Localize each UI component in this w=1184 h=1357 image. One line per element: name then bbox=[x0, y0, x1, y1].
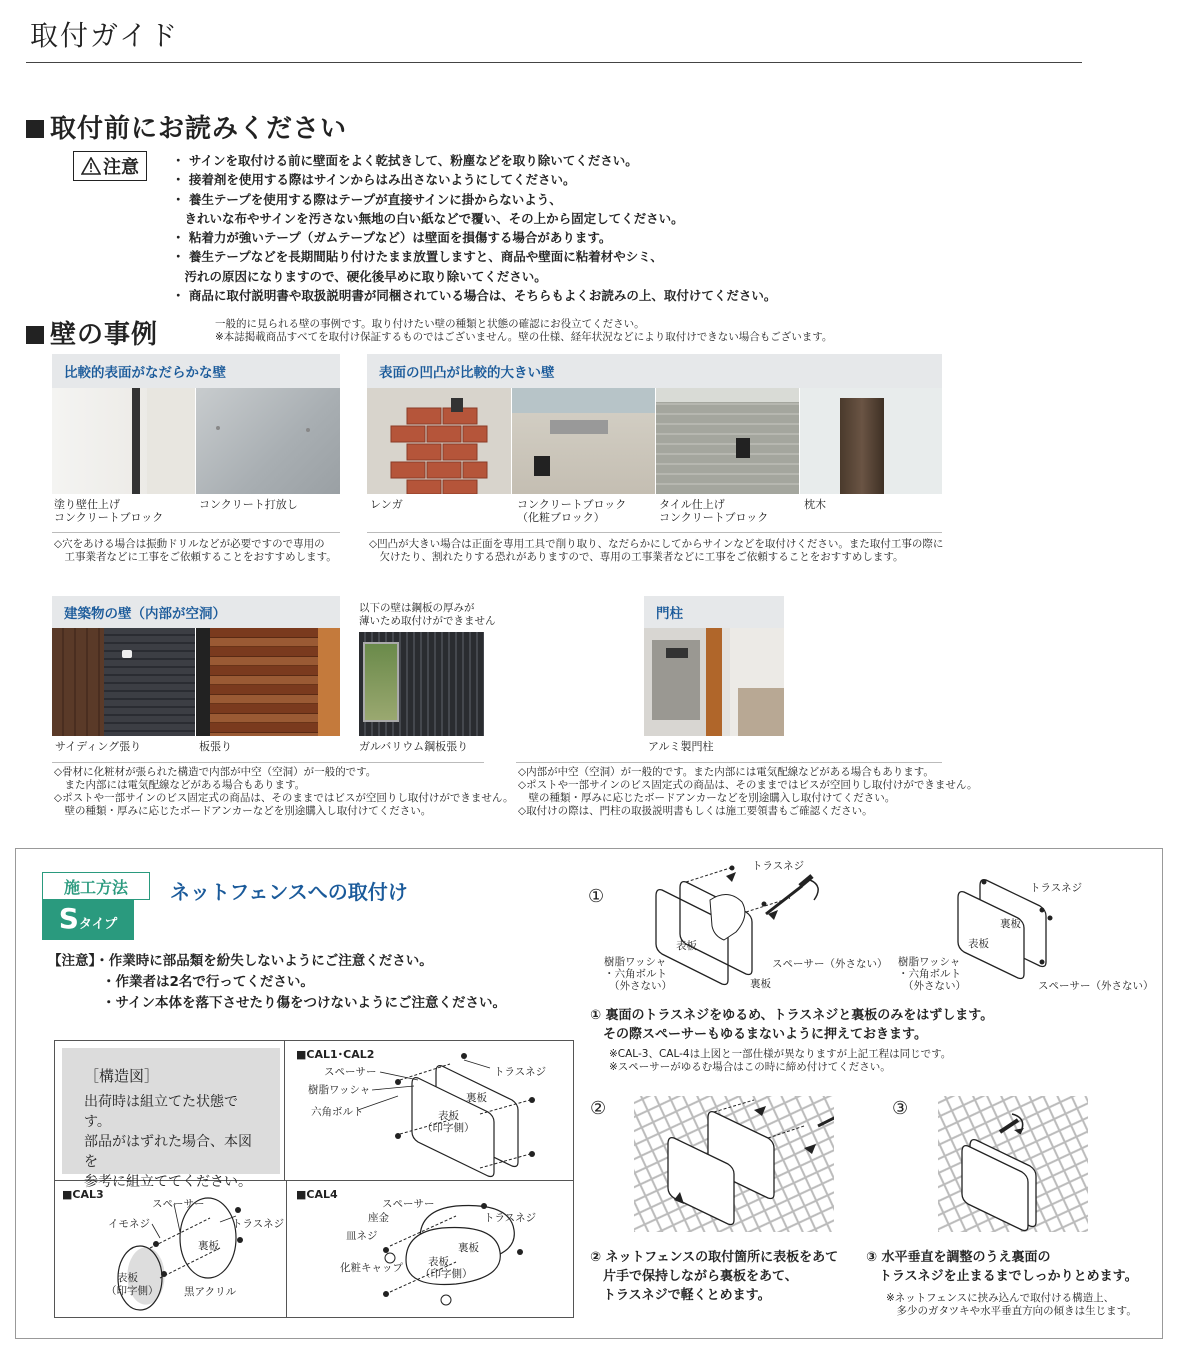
square-bullet-icon bbox=[26, 120, 44, 138]
part-label: 裏板 bbox=[466, 1092, 487, 1104]
part-label: 樹脂ワッシャ bbox=[604, 956, 667, 968]
method-badge: 施工方法 bbox=[42, 872, 150, 900]
part-label: 裏板 bbox=[1000, 918, 1021, 930]
gate-post-header: 門柱 bbox=[644, 596, 784, 628]
divider bbox=[286, 1181, 287, 1318]
list-item: ・ 養生テープを使用する際はテープが直接サインに掛からないよう、 bbox=[172, 191, 562, 207]
step1-subnote: ※CAL-3、CAL-4は上図と一部仕様が異なりますが上記工程は同じです。 ※スペーサーがゆるむ場合はこの時に締め付けてください。 bbox=[609, 1048, 952, 1073]
divider bbox=[52, 532, 340, 533]
part-label: スペーサー bbox=[324, 1066, 377, 1078]
caption-galvalume: ガルバリウム鋼板張り bbox=[359, 740, 469, 753]
caption-plastered-block: 塗り壁仕上げ コンクリートブロック bbox=[54, 498, 164, 524]
part-label: トラスネジ bbox=[752, 860, 805, 872]
type-badge: S タイプ bbox=[42, 900, 134, 940]
step2-text: ② ネットフェンスの取付箇所に表板をあて 片手で保持しながら裏板をあて、 トラスネジで軽くとめます。 bbox=[590, 1250, 839, 1303]
part-label: トラスネジ bbox=[1030, 882, 1083, 894]
part-label: スペーサー bbox=[382, 1198, 435, 1210]
part-label: 樹脂ワッシャ bbox=[898, 956, 961, 968]
hollow-wall-header: 建築物の壁（内部が空洞） bbox=[52, 596, 340, 628]
gate-post-note: ◇内部が中空（空洞）が一般的です。また内部には電気配線などがある場合もあります。 ◇ポストや一部サインのビス固定式の商品は、そのままではビスが空回りし取付けができません。 壁の種類・厚みに応じたボードアンカーなどを別途購入し取付けてください。 ◇取付けの際は、門柱の取扱説明書もしくは施工要領書もご確認ください。 bbox=[518, 766, 978, 817]
page-title: 取付ガイド bbox=[30, 19, 180, 52]
part-label: 皿ネジ bbox=[346, 1230, 378, 1242]
caption-brick: レンガ bbox=[370, 498, 403, 511]
part-label: トラスネジ bbox=[484, 1212, 537, 1224]
method-title: ネットフェンスへの取付け bbox=[170, 880, 408, 904]
walls-intro: 一般的に見られる壁の事例です。取り付けたい壁の種類と状態の確認にお役立てください。 ※本誌掲載商品すべてを取付け保証するものではございません。壁の仕様、経年状況などにより取付けできない場合もございます。 bbox=[215, 318, 833, 343]
step2-diagram bbox=[634, 1096, 834, 1232]
step1-diagram bbox=[650, 862, 850, 992]
photo-siding bbox=[52, 628, 195, 736]
part-label: ・六角ボルト bbox=[604, 968, 667, 980]
section-read-heading: 取付前にお読みください bbox=[26, 108, 347, 145]
part-label: 黒アクリル bbox=[184, 1286, 237, 1298]
list-item: きれいな布やサインを汚さない無地の白い紙などで覆い、その上から固定してください。 bbox=[172, 210, 684, 226]
part-label: 裏板 bbox=[750, 978, 771, 990]
caption-railroad-tie: 枕木 bbox=[804, 498, 826, 511]
method-notes: 【注意】・作業時に部品類を紛失しないようにご注意ください。 ・作業者は2名で行ってください。 ・サイン本体を落下させたり傷をつけないようにご注意ください。 bbox=[48, 953, 507, 1011]
part-label: （印字側） bbox=[420, 1268, 473, 1280]
caption-wood-board: 板張り bbox=[199, 740, 232, 753]
step2-number: ② bbox=[590, 1098, 607, 1119]
caution-notes bbox=[172, 151, 776, 305]
part-label: ・六角ボルト bbox=[898, 968, 961, 980]
step1-text: ① 裏面のトラスネジをゆるめ、トラスネジと裏板のみをはずします。 その際スペーサーもゆるまないように押えておきます。 bbox=[590, 1008, 994, 1042]
step3-diagram bbox=[938, 1096, 1088, 1232]
smooth-wall-note: ◇穴をあける場合は振動ドリルなどが必要ですので専用の 工事業者などに工事をご依頼することをおすすめします。 bbox=[54, 538, 337, 563]
part-label: 表板 bbox=[968, 938, 989, 950]
part-label: 裏板 bbox=[458, 1242, 479, 1254]
part-label: （印字側） bbox=[422, 1122, 475, 1134]
divider bbox=[284, 1040, 285, 1180]
part-label: （印字側） bbox=[106, 1285, 159, 1297]
part-label: トラスネジ bbox=[494, 1066, 547, 1078]
warning-icon bbox=[81, 157, 101, 175]
part-label: スペーサー（外さない） bbox=[1038, 980, 1154, 992]
list-item: 汚れの原因になりますので、硬化後早めに取り除いてください。 bbox=[172, 268, 547, 284]
smooth-wall-header: 比較的表面がなだらかな壁 bbox=[52, 354, 340, 388]
part-label: イモネジ bbox=[108, 1218, 150, 1230]
part-label: 裏板 bbox=[198, 1240, 219, 1252]
part-label: 六角ボルト bbox=[311, 1106, 364, 1118]
list-item: ・ 商品に取付説明書や取扱説明書が同梱されている場合は、そちらもよくお読みの上、取付けてください。 bbox=[172, 288, 777, 304]
caption-tile-block: タイル仕上げ コンクリートブロック bbox=[659, 498, 769, 524]
part-label: スペーサー（外さない） bbox=[772, 958, 888, 970]
structure-info: ［構造図］ 出荷時は組立てた状態です。 部品がはずれた場合、本図を 参考に組立ててください。 bbox=[62, 1048, 280, 1174]
photo-brick bbox=[367, 388, 511, 494]
photo-decorative-block bbox=[512, 388, 655, 494]
cal3-label: ■CAL3 bbox=[62, 1188, 104, 1201]
rough-wall-header: 表面の凹凸が比較的大きい壁 bbox=[367, 354, 942, 388]
list-item: ・ 接着剤を使用する際はサインからはみ出さないようにしてください。 bbox=[172, 172, 576, 188]
caption-gate-post: アルミ製門柱 bbox=[648, 740, 714, 753]
part-label: スペーサー bbox=[152, 1198, 205, 1210]
part-label: 表板 bbox=[438, 1110, 459, 1122]
caption-decorative-block: コンクリートブロック （化粧ブロック） bbox=[517, 498, 627, 524]
photo-tile-block bbox=[656, 388, 799, 494]
divider bbox=[516, 762, 942, 763]
section-walls-heading: 壁の事例 bbox=[26, 314, 158, 351]
photo-plastered-block bbox=[52, 388, 195, 494]
photo-railroad-tie bbox=[800, 388, 942, 494]
part-label: 表板 bbox=[428, 1256, 449, 1268]
list-item: ・ 養生テープなどを長期間貼り付けたまま放置しますと、商品や壁面に粘着材やシミ、 bbox=[172, 249, 663, 265]
hollow-wall-note: ◇骨材に化粧材が張られた構造で内部が中空（空洞）が一般的です。 また内部には電気配線などがある場合もあります。 ◇ポストや一部サインのビス固定式の商品は、そのままではビスが空回りし取付けができません。 壁の種類・厚みに応じたボードアンカーなどを別途購入し取付けてください。 bbox=[54, 766, 514, 817]
list-item: ・ サインを取付ける前に壁面をよく乾拭きして、粉塵などを取り除いてください。 bbox=[172, 153, 638, 168]
part-label: （外さない） bbox=[903, 980, 966, 992]
photo-wood-board bbox=[196, 628, 340, 736]
part-label: 化粧キャップ bbox=[340, 1262, 403, 1274]
part-label: 表板 bbox=[117, 1272, 138, 1284]
part-label: トラスネジ bbox=[232, 1218, 285, 1230]
photo-gate-post bbox=[644, 628, 784, 736]
photo-bare-concrete bbox=[196, 388, 340, 494]
cal12-label: ■CAL1･CAL2 bbox=[296, 1048, 375, 1061]
step3-number: ③ bbox=[892, 1098, 909, 1119]
cal4-label: ■CAL4 bbox=[296, 1188, 338, 1201]
caption-siding: サイディング張り bbox=[55, 740, 142, 753]
part-label: （外さない） bbox=[609, 980, 672, 992]
part-label: 座金 bbox=[368, 1212, 389, 1224]
photo-galvalume bbox=[359, 632, 484, 736]
divider bbox=[52, 762, 484, 763]
divider bbox=[367, 532, 942, 533]
step3-text: ③ 水平垂直を調整のうえ裏面の トラスネジを止まるまでしっかりとめます。 bbox=[866, 1250, 1138, 1284]
part-label: 表板 bbox=[676, 940, 697, 952]
step3-subnote: ※ネットフェンスに挟み込んで取付ける構造上、 多少のガタツキや水平垂直方向の傾きは生じます。 bbox=[886, 1292, 1137, 1317]
part-label: 樹脂ワッシャ bbox=[308, 1084, 371, 1096]
list-item: ・ 粘着力が強いテープ（ガムテープなど）は壁面を損傷する場合があります。 bbox=[172, 230, 612, 246]
title-divider bbox=[26, 62, 1082, 63]
caution-badge: 注意 bbox=[73, 151, 147, 181]
rough-wall-note: ◇凹凸が大きい場合は正面を専用工具で削り取り、なだらかにしてからサインなどを取付けください。また取付工事の際に 欠けたり、割れたりする恐れがありますので、専用の工事業者などに工事をご依頼することをおすすめします。 bbox=[369, 538, 944, 563]
step1-number: ① bbox=[588, 886, 605, 907]
square-bullet-icon bbox=[26, 326, 44, 344]
galvalume-label: 以下の壁は鋼板の厚みが 薄いため取付けができません bbox=[359, 602, 496, 627]
caption-bare-concrete: コンクリート打放し bbox=[199, 498, 298, 511]
